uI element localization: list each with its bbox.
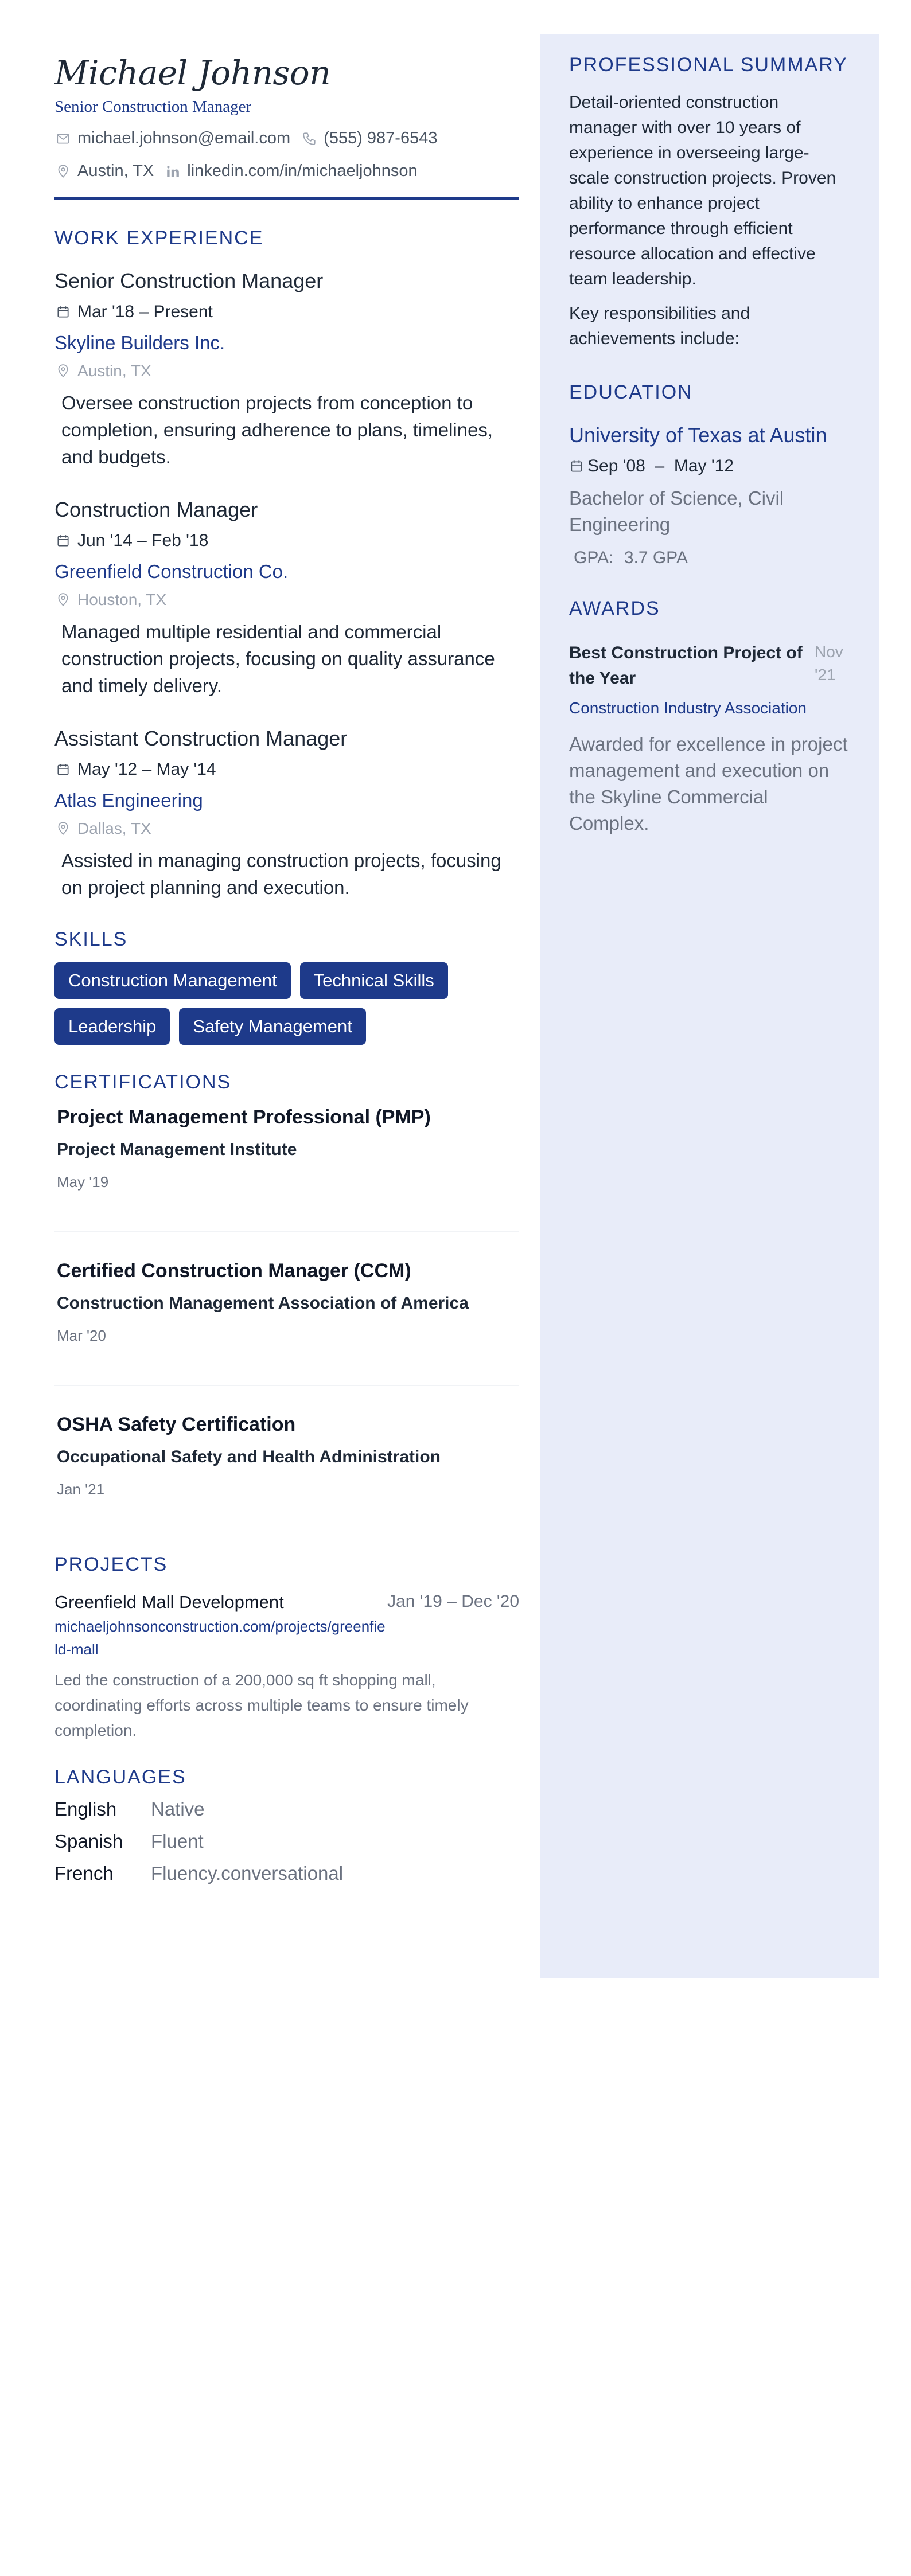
certification-name: OSHA Safety Certification xyxy=(57,1414,296,1435)
certification-divider xyxy=(54,1385,519,1386)
job-entry xyxy=(54,498,519,699)
job-description: Oversee construction projects from conception to completion, ensuring adherence to plans, timelines, and budgets. xyxy=(61,392,493,467)
job-location-text: Dallas, TX xyxy=(77,819,151,837)
award-date: Nov '21 xyxy=(815,643,843,684)
candidate-title: Senior Construction Manager xyxy=(54,97,252,116)
skill-tag: Safety Management xyxy=(179,1008,365,1045)
gpa-label: GPA: xyxy=(574,548,614,567)
job-date-text: Jun '14 – Feb '18 xyxy=(77,531,209,550)
certification-date: May '19 xyxy=(57,1173,109,1191)
calendar-icon xyxy=(569,458,584,475)
summary-heading: PROFESSIONAL SUMMARY xyxy=(569,54,848,76)
contact-row-2 xyxy=(54,162,519,181)
location-text: Austin, TX xyxy=(77,162,154,180)
job-company: Skyline Builders Inc. xyxy=(54,332,225,353)
job-location xyxy=(54,591,519,609)
job-location xyxy=(54,362,519,380)
skills-list xyxy=(54,962,519,1054)
job-title: Senior Construction Manager xyxy=(54,269,324,292)
project-description: Led the construction of a 200,000 sq ft shopping mall, coordinating efforts across multiple teams to ensure timely completion. xyxy=(54,1671,469,1739)
location-pin-icon xyxy=(54,591,72,608)
contact-row-1 xyxy=(54,129,519,148)
job-title: Assistant Construction Manager xyxy=(54,727,348,750)
language-row xyxy=(54,1829,519,1854)
main-column xyxy=(54,53,519,1886)
certifications-heading: CERTIFICATIONS xyxy=(54,1071,232,1093)
summary-paragraph: Key responsibilities and achievements include: xyxy=(569,304,750,348)
phone-text: (555) 987-6543 xyxy=(324,129,438,147)
job-title: Construction Manager xyxy=(54,498,258,521)
award-description: Awarded for excellence in project management and execution on the Skyline Commercial Complex. xyxy=(569,733,848,834)
skill-tag: Technical Skills xyxy=(300,962,448,999)
languages-list xyxy=(54,1797,519,1886)
job-date xyxy=(54,760,519,779)
awards-heading: AWARDS xyxy=(569,598,660,619)
certification-org: Occupational Safety and Health Administration xyxy=(57,1447,441,1466)
certification-date: Mar '20 xyxy=(57,1327,106,1344)
contact-location xyxy=(54,162,154,181)
award-name: Best Construction Project of the Year xyxy=(569,643,803,688)
calendar-icon xyxy=(54,761,72,778)
calendar-icon xyxy=(54,303,72,321)
work-experience-heading: WORK EXPERIENCE xyxy=(54,227,264,249)
job-entry xyxy=(54,269,519,470)
phone-icon xyxy=(301,130,318,147)
header-divider xyxy=(54,197,519,200)
gpa-value: 3.7 GPA xyxy=(624,548,688,567)
job-date xyxy=(54,302,519,322)
award-organization: Construction Industry Association xyxy=(569,699,807,717)
language-level: Native xyxy=(151,1798,205,1820)
certification-date: Jan '21 xyxy=(57,1481,105,1498)
skill-tag: Leadership xyxy=(54,1008,170,1045)
education-heading: EDUCATION xyxy=(569,381,693,403)
contact-phone[interactable] xyxy=(301,129,437,148)
job-date xyxy=(54,531,519,551)
certification-name: Certified Construction Manager (CCM) xyxy=(57,1260,411,1282)
job-description: Assisted in managing construction projects, focusing on project planning and execution. xyxy=(61,850,501,898)
project-link[interactable]: michaeljohnsonconstruction.com/projects/greenfield-mall xyxy=(54,1618,386,1658)
language-row xyxy=(54,1797,519,1822)
skills-heading: SKILLS xyxy=(54,928,128,950)
award-header xyxy=(569,641,849,691)
certification-item xyxy=(54,1260,519,1345)
job-date-text: Mar '18 – Present xyxy=(77,302,213,321)
job-location-text: Houston, TX xyxy=(77,591,167,608)
project-date: Jan '19 – Dec '20 xyxy=(387,1592,519,1611)
certification-org: Construction Management Association of America xyxy=(57,1294,469,1313)
job-company: Greenfield Construction Co. xyxy=(54,561,289,582)
calendar-icon xyxy=(54,532,72,549)
job-date-text: May '12 – May '14 xyxy=(77,760,216,779)
language-name: English xyxy=(54,1798,117,1820)
job-description: Managed multiple residential and commercial construction projects, focusing on quality assurance and timely delivery. xyxy=(61,621,495,696)
certification-org: Project Management Institute xyxy=(57,1140,297,1159)
contact-email[interactable] xyxy=(54,129,290,148)
education-date xyxy=(569,456,849,476)
project-header xyxy=(54,1592,519,1613)
languages-heading: LANGUAGES xyxy=(54,1766,186,1788)
language-name: Spanish xyxy=(54,1830,123,1852)
contact-linkedin[interactable] xyxy=(164,162,417,181)
job-company: Atlas Engineering xyxy=(54,790,203,811)
language-level: Fluent xyxy=(151,1830,204,1852)
location-pin-icon xyxy=(54,820,72,837)
location-pin-icon xyxy=(54,163,72,180)
job-location-text: Austin, TX xyxy=(77,362,151,380)
project-name: Greenfield Mall Development xyxy=(54,1592,284,1612)
job-location xyxy=(54,819,519,838)
email-text: michael.johnson@email.com xyxy=(77,129,291,147)
linkedin-text: linkedin.com/in/michaeljohnson xyxy=(187,162,418,180)
certification-name: Project Management Professional (PMP) xyxy=(57,1106,431,1128)
summary-paragraph: Detail-oriented construction manager with over 10 years of experience in overseeing large-scale construction projects. Proven ability to enhance project performance through efficient resource allocation and effective team leadership. xyxy=(569,93,836,288)
location-pin-icon xyxy=(54,362,72,380)
linkedin-icon xyxy=(164,163,181,180)
skill-tag: Construction Management xyxy=(54,962,291,999)
project-item xyxy=(54,1592,519,1743)
certification-divider xyxy=(54,1231,519,1232)
language-name: French xyxy=(54,1863,114,1884)
sidebar-column xyxy=(540,34,879,1978)
candidate-name: Michael Johnson xyxy=(54,53,331,92)
certification-item xyxy=(54,1414,519,1498)
certification-item xyxy=(54,1094,519,1191)
language-row xyxy=(54,1861,519,1886)
language-level: Fluency.conversational xyxy=(151,1863,344,1884)
education-school: University of Texas at Austin xyxy=(569,423,827,447)
job-entry xyxy=(54,727,519,901)
education-gpa xyxy=(569,548,849,568)
education-degree: Bachelor of Science, Civil Engineering xyxy=(569,487,784,535)
mail-icon xyxy=(54,130,72,147)
education-date-text: Sep '08 – May '12 xyxy=(587,456,734,475)
projects-heading: PROJECTS xyxy=(54,1554,168,1575)
